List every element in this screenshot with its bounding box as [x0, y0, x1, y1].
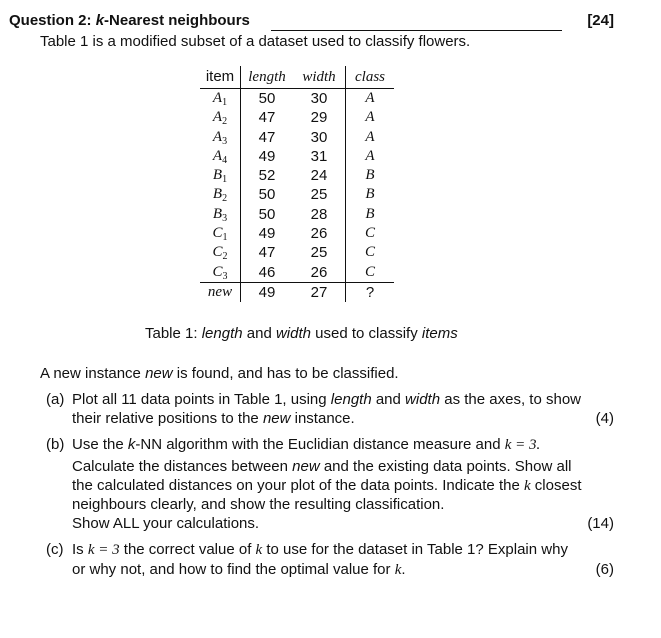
caption-items: items	[421, 325, 458, 342]
cell-length: 50	[258, 205, 276, 223]
cell-width: 26	[293, 224, 346, 243]
qb-marks: (14)	[587, 515, 614, 532]
qa-line2-a: their relative positions to the	[72, 410, 263, 427]
lead-b: is found, and has to be classified.	[172, 365, 399, 382]
table-row	[200, 108, 394, 127]
qc-k-eq: k = 3	[87, 542, 120, 558]
qb-k: k	[127, 436, 136, 453]
qa-marks: (4)	[595, 410, 614, 427]
item-subscript: 4	[222, 154, 228, 166]
cell-class: A	[365, 90, 375, 106]
qa-line1	[72, 391, 581, 408]
title-rest: -Nearest neighbours	[104, 12, 250, 29]
qa-line1-end: as the axes, to show	[440, 391, 581, 408]
qa-line2	[72, 410, 355, 427]
qb-line2-a: Calculate the distances between	[72, 458, 293, 475]
header-length: length	[241, 66, 294, 89]
qb-line1	[72, 436, 540, 454]
table-row	[200, 147, 394, 166]
cell-length: 46	[258, 263, 276, 281]
table-row	[200, 89, 394, 109]
qa-line1-a: Plot all 11 data points in Table 1, using	[72, 391, 331, 408]
header-item: item	[200, 66, 241, 89]
cell-item	[200, 89, 241, 109]
cell-width: 30	[293, 89, 346, 109]
cell-item	[200, 108, 241, 127]
qa-and: and	[371, 391, 406, 408]
cell-length: 49	[241, 282, 294, 302]
cell-item	[200, 224, 241, 243]
item-subscript: 3	[222, 135, 228, 147]
qb-line3-a: the calculated distances on your plot of the data points. Indicate the	[72, 477, 524, 494]
cell-width: 25	[293, 243, 346, 262]
item-letter: B	[212, 205, 223, 222]
cell-class: A	[365, 147, 375, 164]
qb-new: new	[292, 458, 320, 475]
table-row	[200, 205, 394, 224]
caption-middle: used to classify	[311, 325, 422, 342]
qc-line1	[72, 541, 568, 559]
qc-k2: k	[394, 562, 402, 578]
qc-marks: (6)	[595, 561, 614, 578]
cell-class: ?	[346, 282, 395, 302]
cell-length: 52	[258, 167, 276, 185]
qb-line1-a: Use the	[72, 436, 128, 453]
qc-line1-c: to use for the dataset in Table 1? Explain why	[262, 541, 568, 558]
item-letter: B	[212, 186, 223, 203]
table-row	[200, 224, 394, 243]
item-subscript: 2	[222, 116, 228, 128]
qb-k2: k	[523, 478, 531, 494]
cell-item	[200, 185, 241, 204]
item-letter: B	[212, 167, 223, 184]
cell-length: 47	[258, 128, 276, 146]
cell-item	[200, 128, 241, 147]
cell-width: 25	[293, 185, 346, 204]
qa-width: width	[405, 391, 441, 408]
cell-length: 47	[258, 109, 276, 127]
item-subscript: 3	[222, 270, 228, 282]
qa-length: length	[330, 391, 372, 408]
lead-a: A new instance	[40, 365, 146, 382]
item-letter: A	[212, 90, 223, 106]
qb-line3	[72, 477, 582, 495]
cell-width: 31	[293, 147, 346, 166]
cell-length: 47	[258, 244, 276, 262]
cell-class: C	[364, 244, 375, 261]
question-header	[9, 12, 614, 34]
item-subscript: 2	[222, 251, 228, 263]
table-row	[200, 128, 394, 147]
caption-length: length	[201, 325, 243, 342]
qb-k-eq: k = 3.	[504, 437, 541, 453]
question-marks: [24]	[587, 12, 614, 29]
cell-class: C	[364, 263, 375, 280]
item-letter: C	[212, 244, 223, 261]
cell-width: 26	[293, 263, 346, 283]
cell-class: B	[365, 167, 375, 184]
cell-width: 30	[293, 128, 346, 147]
title-k: k	[95, 12, 105, 29]
qc-k: k	[255, 542, 263, 558]
table-row-new	[200, 282, 394, 302]
qb-label: (b)	[46, 436, 65, 453]
cell-class: A	[365, 128, 375, 145]
qa-new: new	[262, 410, 291, 427]
cell-class: B	[365, 186, 375, 203]
qc-line2-b: .	[401, 561, 406, 578]
qb-line4: neighbours clearly, and show the resulting classification.	[72, 496, 445, 513]
qa-label: (a)	[46, 391, 65, 408]
cell-length: 50	[258, 90, 276, 107]
item-subscript: 3	[222, 212, 228, 224]
question-title	[9, 12, 250, 29]
title-rule	[271, 30, 562, 31]
item-letter: A	[212, 109, 223, 126]
qc-line2	[72, 561, 406, 579]
header-class: class	[346, 66, 395, 89]
cell-class: C	[364, 225, 375, 242]
cell-length: 49	[258, 147, 276, 165]
item-letter: C	[212, 225, 223, 242]
cell-item: new	[200, 282, 241, 302]
qb-line5: Show ALL your calculations.	[72, 515, 260, 532]
cell-item	[200, 243, 241, 262]
qb-line1-b: -NN algorithm with the Euclidian distance measure and	[135, 436, 505, 453]
cell-class: A	[365, 109, 375, 126]
cell-item	[200, 166, 241, 185]
qc-label: (c)	[46, 541, 64, 558]
item-letter: A	[212, 147, 223, 164]
item-subscript: 2	[222, 193, 228, 205]
cell-item	[200, 147, 241, 166]
qb-line2-b: and the existing data points. Show all	[319, 458, 572, 475]
cell-length: 49	[258, 225, 276, 243]
item-letter: C	[212, 263, 223, 280]
qc-line1-a: Is	[72, 541, 88, 558]
item-letter: A	[212, 128, 223, 145]
cell-class: B	[365, 205, 375, 222]
cell-item	[200, 263, 241, 283]
qb-line2	[72, 458, 572, 475]
qc-line1-b: the correct value of	[119, 541, 256, 558]
table-caption	[145, 325, 458, 342]
data-table	[200, 66, 394, 302]
title-prefix: Question 2:	[9, 12, 96, 29]
cell-length: 50	[258, 186, 276, 204]
lead-new: new	[145, 365, 173, 382]
qa-line2-end: instance.	[290, 410, 355, 427]
table-row	[200, 263, 394, 283]
lead-sentence	[40, 365, 399, 382]
data-table-wrapper	[200, 66, 394, 302]
table-row	[200, 166, 394, 185]
cell-width: 29	[293, 108, 346, 127]
table-row	[200, 243, 394, 262]
intro-text: Table 1 is a modified subset of a dataset used to classify flowers.	[40, 33, 471, 50]
table-header-row	[200, 66, 394, 89]
cell-width: 28	[293, 205, 346, 224]
cell-item	[200, 205, 241, 224]
caption-width: width	[275, 325, 311, 342]
item-subscript: 1	[222, 97, 228, 108]
table-body	[200, 89, 394, 303]
qb-line3-b: closest	[530, 477, 582, 494]
caption-prefix: Table 1:	[145, 325, 202, 342]
cell-width: 24	[293, 166, 346, 185]
cell-width: 27	[293, 282, 346, 302]
caption-and: and	[242, 325, 276, 342]
item-subscript: 1	[222, 232, 228, 244]
item-subscript: 1	[222, 174, 228, 186]
qc-line2-a: or why not, and how to find the optimal value for	[72, 561, 395, 578]
header-width: width	[293, 66, 346, 89]
table-row	[200, 185, 394, 204]
